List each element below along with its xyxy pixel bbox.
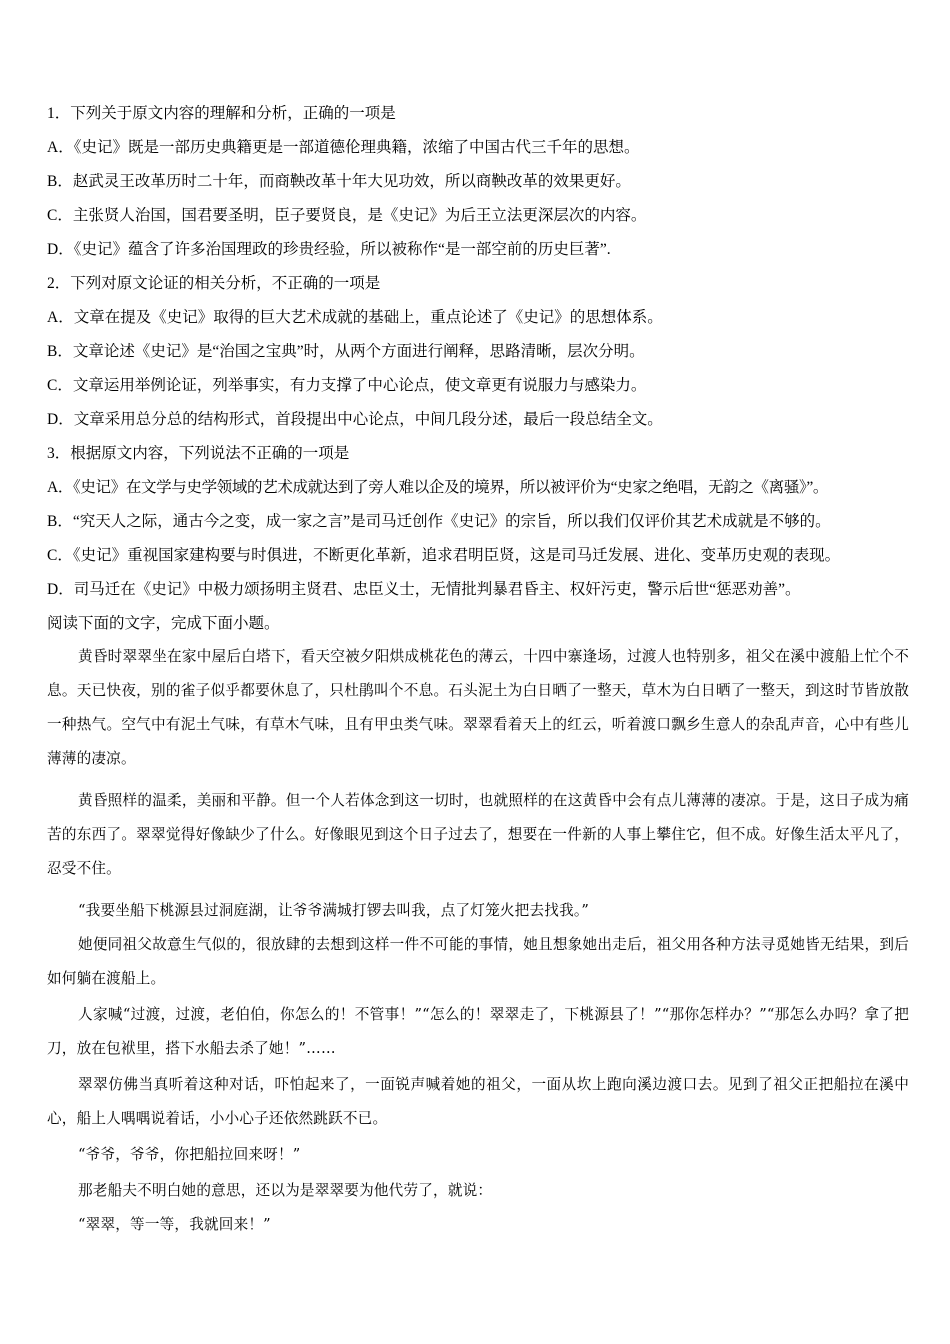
passage-paragraph-7: “爷爷，爷爷，你把船拉回来呀！” xyxy=(78,1146,301,1163)
question-1-option-d: D．《史记》蕴含了许多治国理政的珍贵经验，所以被称作“是一部空前的历史巨著”. xyxy=(47,241,611,258)
question-3-option-b: B．“究天人之际，通古今之变，成一家之言”是司马迁创作《史记》的宗旨，所以我们仅评价其艺术成就是不够的。 xyxy=(47,513,831,530)
reading-instruction: 阅读下面的文字，完成下面小题。 xyxy=(47,615,280,632)
passage-paragraph-9: “翠翠，等一等，我就回来！” xyxy=(78,1216,271,1233)
question-3-stem: 3．根据原文内容，下列说法不正确的一项是 xyxy=(47,445,350,462)
question-3-option-c: C．《史记》重视国家建构要与时俱进，不断更化革新，追求君明臣贤，这是司马迁发展、进化、变革历史观的表现。 xyxy=(47,547,841,564)
passage-paragraph-2: 黄昏照样的温柔，美丽和平静。但一个人若体念到这一切时，也就照样的在这黄昏中会有点儿薄薄的凄凉。于是，这日子成为痛苦的东西了。翠翠觉得好像缺少了什么。好像眼见到这个日子过去了，想要在一件新的人事上攀住它，但不成。好像生活太平凡了，忍受不住。 xyxy=(47,792,909,877)
question-2-option-d: D．文章采用总分总的结构形式，首段提出中心论点，中间几段分述，最后一段总结全文。 xyxy=(47,411,663,428)
passage-paragraph-4: 她便同祖父故意生气似的，很放肆的去想到这样一件不可能的事情，她且想象她出走后，祖父用各种方法寻觅她皆无结果，到后如何躺在渡船上。 xyxy=(47,936,909,987)
passage-paragraph-5: 人家喊“过渡，过渡，老伯伯，你怎么的！不管事！”“怎么的！翠翠走了，下桃源县了！”“那你怎样办？”“那怎么办吗？拿了把刀，放在包袱里，搭下水船去杀了她！”…… xyxy=(47,1006,909,1057)
passage-paragraph-3: “我要坐船下桃源县过洞庭湖，让爷爷满城打锣去叫我，点了灯笼火把去找我。” xyxy=(78,902,590,919)
question-3-option-d: D．司马迁在《史记》中极力颂扬明主贤君、忠臣义士，无情批判暴君昏主、权奸污吏，警示后世“惩恶劝善”。 xyxy=(47,581,801,598)
question-2-option-a: A．文章在提及《史记》取得的巨大艺术成就的基础上，重点论述了《史记》的思想体系。 xyxy=(47,309,663,326)
question-2-option-b: B．文章论述《史记》是“治国之宝典”时，从两个方面进行阐释，思路清晰，层次分明。 xyxy=(47,343,645,360)
question-2-option-c: C．文章运用举例论证，列举事实，有力支撑了中心论点，使文章更有说服力与感染力。 xyxy=(47,377,647,394)
passage-paragraph-8: 那老船夫不明白她的意思，还以为是翠翠要为他代劳了，就说： xyxy=(78,1182,493,1199)
question-1-option-b: B．赵武灵王改革历时二十年，而商鞅改革十年大见功效，所以商鞅改革的效果更好。 xyxy=(47,173,631,190)
passage-paragraph-6: 翠翠仿佛当真听着这种对话，吓怕起来了，一面锐声喊着她的祖父，一面从坎上跑向溪边渡口去。见到了祖父正把船拉在溪中心，船上人喁喁说着话，小小心子还依然跳跃不已。 xyxy=(47,1076,909,1127)
passage-paragraph-1: 黄昏时翠翠坐在家中屋后白塔下，看天空被夕阳烘成桃花色的薄云，十四中寨逢场，过渡人也特别多，祖父在溪中渡船上忙个不息。天已快夜，别的雀子似乎都要休息了，只杜鹃叫个不息。石头泥土为白日晒了一整天，草木为白日晒了一整天，到这时节皆放散一种热气。空气中有泥土气味，有草木气味，且有甲虫类气味。翠翠看着天上的红云，听着渡口飘乡生意人的杂乱声音，心中有些儿薄薄的凄凉。 xyxy=(47,648,909,767)
question-3-option-a: A．《史记》在文学与史学领域的艺术成就达到了旁人难以企及的境界，所以被评价为“史家之绝唱，无韵之《离骚》”。 xyxy=(47,479,829,496)
question-2-stem: 2．下列对原文论证的相关分析，不正确的一项是 xyxy=(47,275,381,292)
question-1-stem: 1．下列关于原文内容的理解和分析，正确的一项是 xyxy=(47,105,396,122)
question-1-option-a: A．《史记》既是一部历史典籍更是一部道德伦理典籍，浓缩了中国古代三千年的思想。 xyxy=(47,139,640,156)
question-1-option-c: C．主张贤人治国，国君要圣明，臣子要贤良，是《史记》为后王立法更深层次的内容。 xyxy=(47,207,647,224)
